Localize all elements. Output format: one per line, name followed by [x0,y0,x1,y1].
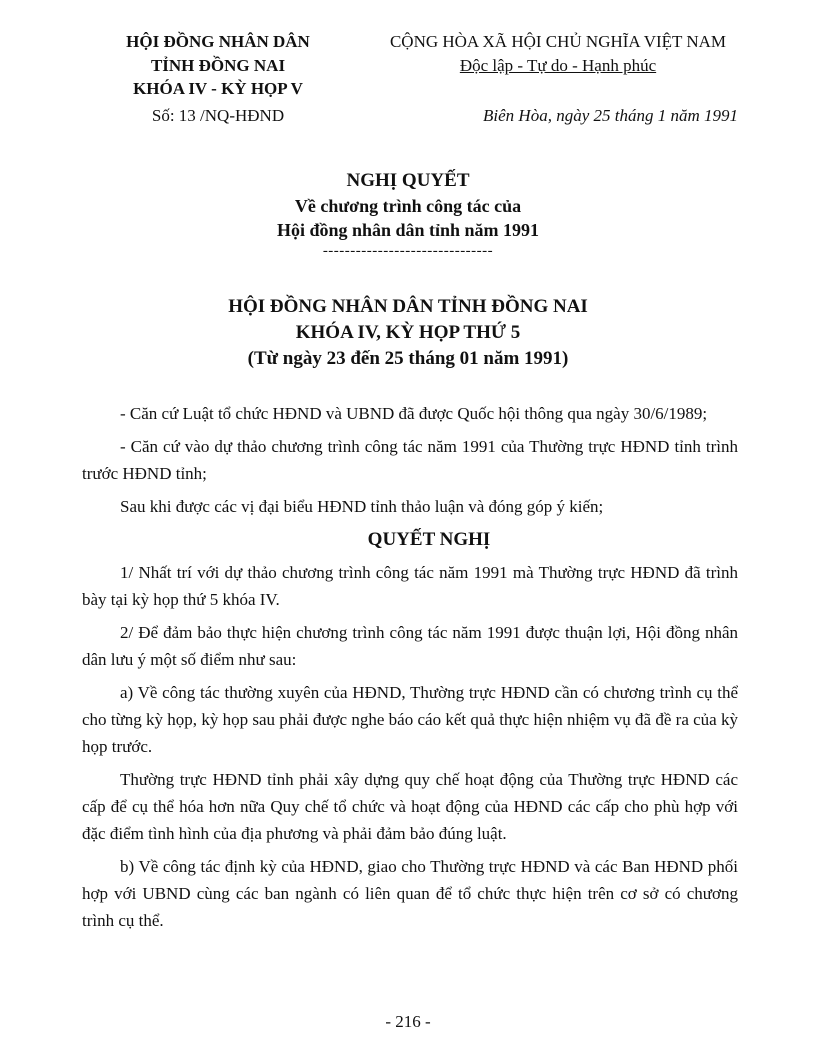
council-line-2: KHÓA IV, KỲ HỌP THỨ 5 [295,322,521,343]
article-paragraph: Thường trực HĐND tỉnh phải xây dựng quy chế hoạt động của Thường trực HĐND các cấp để cụ thể hóa hơn nữa Quy chế tổ chức và hoạt động của HĐND các cấp cho phù hợp với đặc điểm tình hình của địa phương và phải đảm bảo đúng luật. [82,770,738,843]
council-line-3: (Từ ngày 23 đến 25 tháng 01 năm 1991) [247,348,569,369]
place-date: Biên Hòa, ngày 25 tháng 1 năm 1991 [483,106,738,125]
council-heading [0,294,816,372]
issuing-authority [88,30,348,101]
authority-line-3: KHÓA IV - KỲ HỌP V [133,79,303,98]
document-type: NGHỊ QUYẾT [346,170,470,191]
authority-line-2: TỈNH ĐỒNG NAI [150,55,286,75]
national-title: CỘNG HÒA XÃ HỘI CHỦ NGHĨA VIỆT NAM [389,32,727,51]
preamble-paragraph: Sau khi được các vị đại biểu HĐND tỉnh thảo luận và đóng góp ý kiến; [120,497,604,516]
subject-line-1: Về chương trình công tác của [294,196,522,216]
preamble-paragraph: - Căn cứ Luật tổ chức HĐND và UBND đã được Quốc hội thông qua ngày 30/6/1989; [120,404,708,423]
preamble-paragraph: - Căn cứ vào dự thảo chương trình công tác năm 1991 của Thường trực HĐND tỉnh trình trước HĐND tỉnh; [82,437,738,483]
subject-line-2: Hội đồng nhân dân tỉnh năm 1991 [276,220,540,240]
council-line-1: HỘI ĐỒNG NHÂN DÂN TỈNH ĐỒNG NAI [228,296,588,317]
national-motto: Độc lập - Tự do - Hạnh phúc [459,55,657,75]
authority-line-1: HỘI ĐỒNG NHÂN DÂN [126,32,310,51]
article-paragraph: a) Về công tác thường xuyên của HĐND, Thường trực HĐND cần có chương trình cụ thể cho từng kỳ họp, kỳ họp sau phải được nghe báo cáo kết quả thực hiện nhiệm vụ đã đề ra của kỳ họp trước. [82,683,738,756]
decide-heading: QUYẾT NGHỊ [367,529,491,550]
title-separator: ------------------------------- [322,243,494,259]
article-paragraph: b) Về công tác định kỳ của HĐND, giao cho Thường trực HĐND và các Ban HĐND phối hợp với UBND cùng các ban ngành có liên quan để tổ chức thực hiện trên cơ sở có chương trình cụ thể. [82,857,738,930]
document-number: Số: 13 /NQ-HĐND [151,106,285,125]
document-body [82,400,738,940]
document-title [0,168,816,260]
article-paragraph: 1/ Nhất trí với dự thảo chương trình công tác năm 1991 mà Thường trực HĐND đã trình bày tại kỳ họp thứ 5 khóa IV. [82,563,738,609]
page-number: - 216 - [385,1012,431,1031]
article-paragraph: 2/ Để đảm bảo thực hiện chương trình công tác năm 1991 được thuận lợi, Hội đồng nhân dân lưu ý một số điểm như sau: [82,623,738,669]
national-header [362,30,754,77]
